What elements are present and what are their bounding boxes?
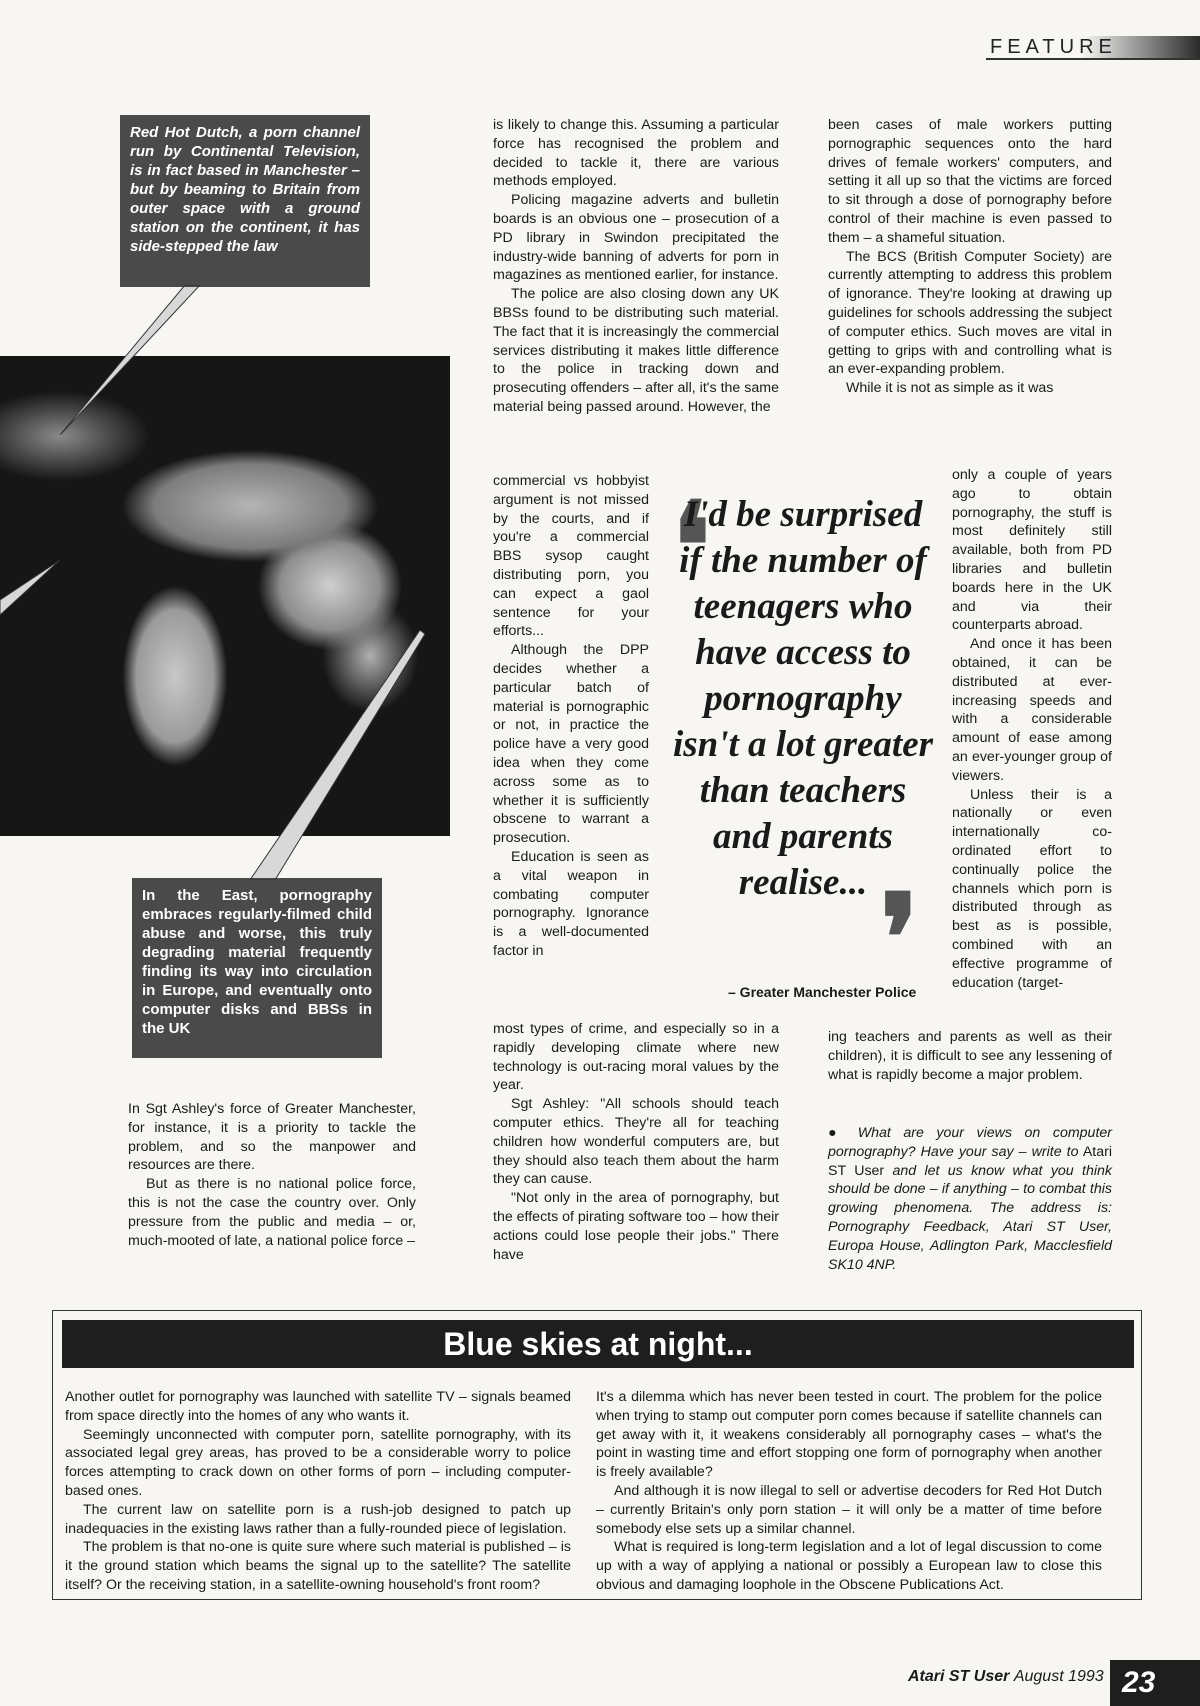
sidebar-right-column (596, 1388, 1102, 1595)
paragraph: While it is not as simple as it was (846, 380, 1054, 397)
reader-note-text-1: What are your views on computer pornography? Have your say – write to (828, 1125, 1112, 1160)
paragraph: The problem is that no-one is quite sure where such material is published – is it the ground station which beams the signal up to the satellite? The satellite itself? Or the receiving station, in a satellite-owning household's front room? (65, 1539, 571, 1593)
callout-pointer-bottom (225, 630, 425, 880)
paragraph: The current law on satellite porn is a rush-job designed to patch up inadequacies in the existing laws rather than a fully-rounded piece of legislation. (65, 1501, 571, 1537)
middle-column-bottom (493, 1020, 779, 1264)
paragraph: Another outlet for pornography was launched with satellite TV – signals beamed from space directly into the homes of any who wants it. (65, 1389, 571, 1424)
paragraph: But as there is no national police force, this is not the case the country over. Only pressure from the public and media – or, much-mooted of late, a national police force – (128, 1176, 416, 1249)
paragraph: Unless their is a nationally or even internationally co-ordinated effort to continually police the channels which porn is distributed through as best as is possible, combined with an effective programme of education (target- (952, 786, 1112, 991)
paragraph: "Not only in the area of pornography, but the effects of pirating software too – how their actions could lose people their jobs." There have (493, 1190, 780, 1263)
paragraph: In Sgt Ashley's force of Greater Manchester, for instance, it is a priority to tackle the problem, and so the manpower and resources are there. (128, 1101, 416, 1174)
footer-date: August 1993 (1013, 1668, 1104, 1685)
paragraph: Policing magazine adverts and bulletin boards is an obvious one – prosecution of a PD library in Swindon precipitated the industry-wide banning of adverts for porn in magazines as mentioned earlier, for instance. (493, 192, 779, 284)
paragraph: commercial vs hobbyist argument is not missed by the courts, and if you're a commercial BBS sysop caught distributing porn, you can expect a gaol sentence for your efforts... (493, 473, 649, 640)
paragraph: Seemingly unconnected with computer porn, satellite pornography, with its associated legal grey areas, has proved to be a considerable worry to police forces attempting to crack down on other forms of porn – including computer-based ones. (65, 1426, 571, 1499)
sidebar-left-column (65, 1388, 571, 1595)
paragraph: most types of crime, and especially so in a rapidly developing climate where new technology is out-racing moral values by the year. (493, 1021, 779, 1094)
page-number: 23 (1110, 1660, 1200, 1706)
paragraph: is likely to change this. Assuming a particular force has recognised the problem and decided to tackle it, there are various methods employed. (493, 117, 779, 190)
paragraph: The police are also closing down any UK BBSs found to be distributing such material. The fact that it is increasingly the commercial services distributing it makes little difference to the police in tracking down and prosecuting offenders – after all, it's the same material being passed around. However, the (493, 286, 779, 415)
paragraph: What is required is long-term legislation and a lot of legal discussion to come up with a way of applying a national or possibly a European law to close this obvious and damaging loophole in the Obscene Publications Act. (596, 1539, 1102, 1593)
paragraph: Although the DPP decides whether a particular batch of material is pornographic or not, in practice the police have a very good idea when they come across some as to whether it is sufficiently obscene to warrant a prosecution. (493, 642, 649, 847)
paragraph: only a couple of years ago to obtain pornography, the stuff is most definitely still available, both from PD libraries and bulletin boards here in the UK and via their counterparts abroad. (952, 467, 1112, 634)
sidebar-title: Blue skies at night... (62, 1320, 1134, 1368)
header-rule (986, 58, 1200, 60)
callout-bottom: In the East, pornography embraces regularly-filmed child abuse and worse, this truly degrading material frequently finding its way into circulation in Europe, and eventually onto computer disks and BBSs in the UK (132, 878, 382, 1058)
callout-top: Red Hot Dutch, a porn channel run by Continental Television, is in fact based in Manchester – but by beaming to Britain from outer space with a ground station on the continent, it has side-stepped the law (120, 115, 370, 287)
paragraph: The BCS (British Computer Society) are currently attempting to address this problem of ignorance. They're looking at drawing up guidelines for schools addressing the subject of computer ethics. Such moves are vital in getting to grips with and controlling what is an ever-expanding problem. (828, 248, 1112, 378)
open-quote-icon: ❛ (672, 481, 711, 614)
paragraph: ing teachers and parents as well as their children), it is difficult to see any lessening of what is rapidly become a major problem. (828, 1029, 1112, 1083)
pull-quote-text: I'd be surprised if the number of teenagers who have access to pornography isn't a lot greater than teachers and parents realise... (672, 494, 934, 903)
reader-note-magazine: Atari ST User (828, 1143, 1112, 1179)
pull-quote-attribution: – Greater Manchester Police (728, 984, 917, 1000)
paragraph: been cases of male workers putting pornographic sequences onto the hard drives of female workers' computers, and setting it all up so that the victims are forced to sit through a dose of pornography before control of their machine is even passed to them – a shameful situation. (828, 117, 1112, 246)
right-column-top (828, 116, 1112, 398)
bullet-icon: ● (828, 1125, 846, 1141)
footer (908, 1668, 1104, 1686)
middle-column-top (493, 116, 779, 417)
right-column-narrow (952, 466, 1112, 992)
middle-column-narrow (493, 472, 649, 961)
paragraph: Education is seen as a vital weapon in combating computer pornography. Ignorance is a well-documented factor in (493, 848, 649, 959)
callout-pointer-middle (0, 560, 60, 620)
paragraph: And once it has been obtained, it can be distributed at ever-increasing speeds and with a considerable amount of ease among an ever-younger group of viewers. (952, 636, 1112, 784)
reader-note-text-2: and let us know what you think should be done – if anything – to combat this growing phenomena. The address is: Pornography Feedback, Atari ST User, Europa House, Adlington Park, Macclesfield SK10 4NP. (828, 1162, 1112, 1273)
footer-magazine: Atari ST User (908, 1668, 1010, 1685)
paragraph: And although it is now illegal to sell or advertise decoders for Red Hot Dutch – currently Britain's only porn station – it will only be a matter of time before somebody else sets up a similar channel. (596, 1482, 1102, 1537)
paragraph: It's a dilemma which has never been tested in court. The problem for the police when trying to stamp out computer porn comes because if satellite channels can get away with it, it weakens considerably all pornography cases – what's the point in wasting time and effort stopping one form of pornography when another is freely available? (596, 1389, 1102, 1481)
section-label: FEATURE (990, 36, 1117, 58)
left-column (128, 1100, 416, 1250)
close-quote-icon: ❜ (880, 873, 919, 1006)
pull-quote (668, 492, 938, 906)
right-column-bottom (828, 1028, 1112, 1084)
paragraph: Sgt Ashley: "All schools should teach computer ethics. They're all for teaching children how wonderful computers are, but they should also teach them about the harm they can cause. (493, 1096, 779, 1188)
callout-pointer-top (60, 285, 200, 435)
reader-note (828, 1124, 1112, 1274)
